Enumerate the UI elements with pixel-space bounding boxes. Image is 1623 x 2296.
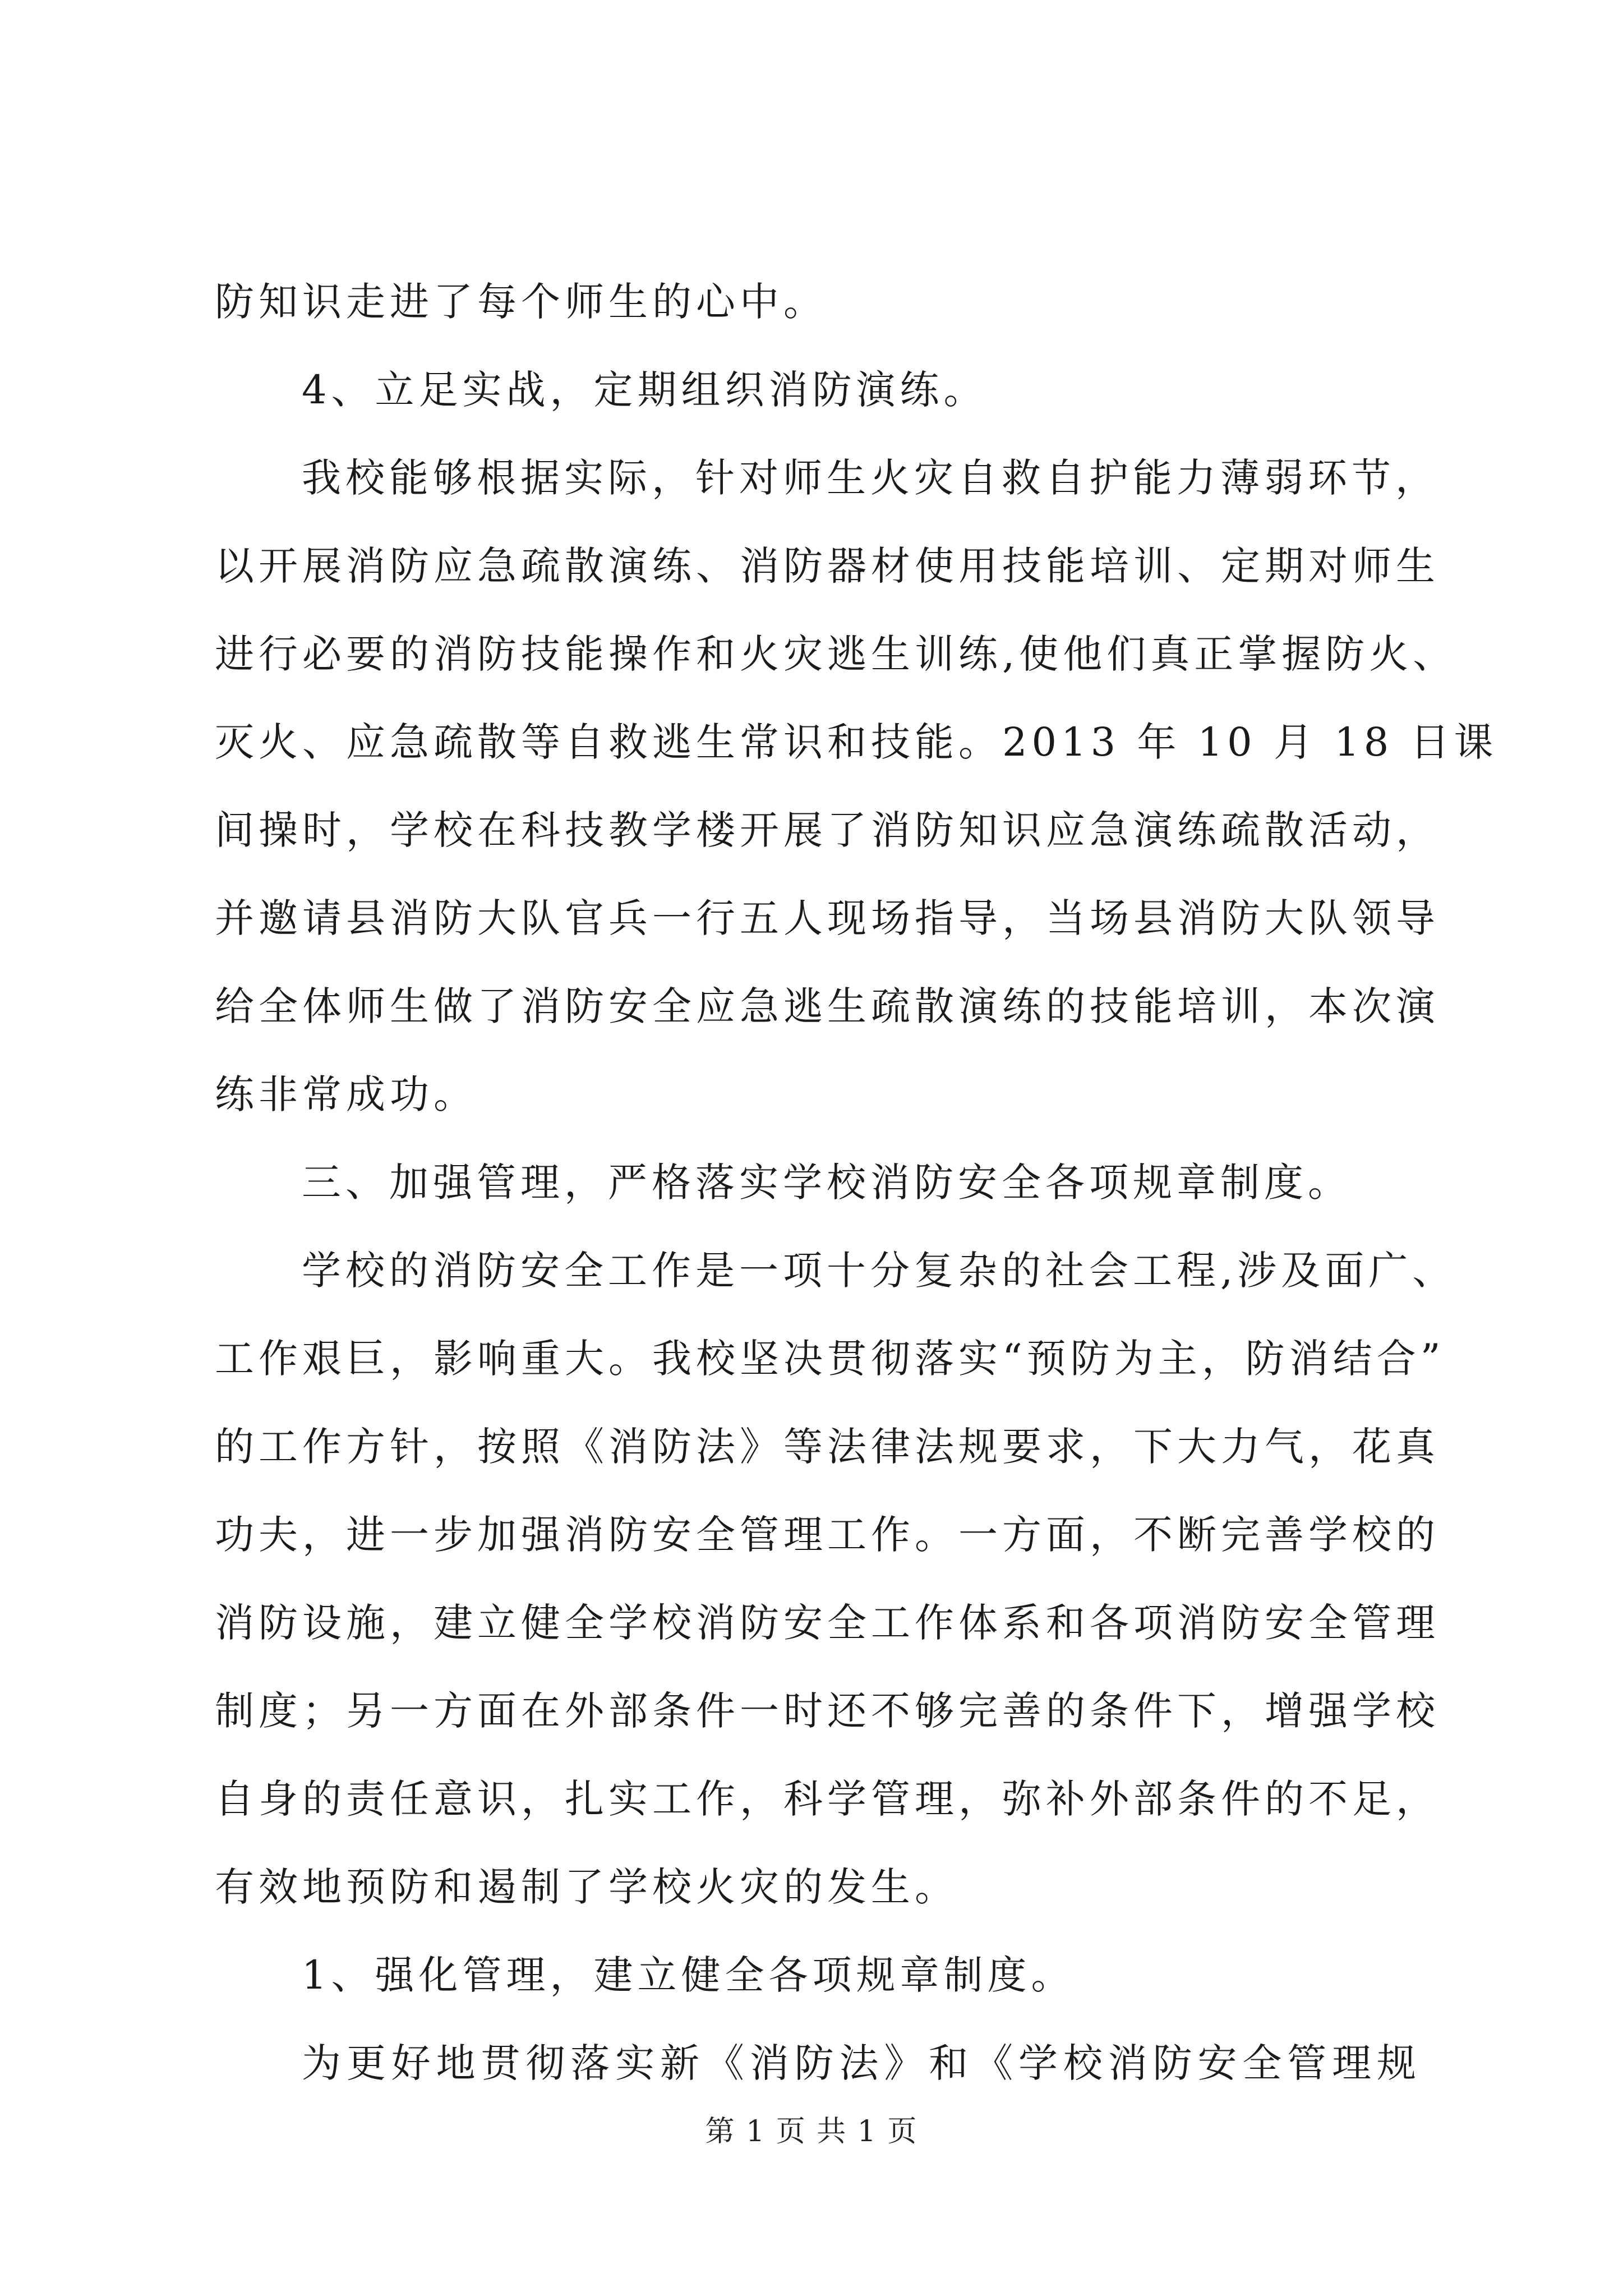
body-line: 给全体师生做了消防安全应急逃生疏散演练的技能培训，本次演 — [215, 983, 1440, 1029]
page-number-footer: 第 1 页 共 1 页 — [705, 2115, 918, 2148]
section-heading: 4、立足实战，定期组织消防演练。 — [302, 367, 988, 413]
body-line: 练非常成功。 — [215, 1071, 477, 1117]
body-line: 有效地预防和遏制了学校火灾的发生。 — [215, 1864, 958, 1910]
body-line: 工作艰巨，影响重大。我校坚决贯彻落实“预防为主，防消结合” — [215, 1336, 1445, 1382]
section-heading: 三、加强管理，严格落实学校消防安全各项规章制度。 — [302, 1159, 1352, 1205]
body-line: 间操时，学校在科技教学楼开展了消防知识应急演练疏散活动， — [215, 807, 1440, 853]
body-line: 自身的责任意识，扎实工作，科学管理，弥补外部条件的不足， — [215, 1776, 1440, 1822]
document-body — [215, 258, 1498, 2108]
body-line: 消防设施，建立健全学校消防安全工作体系和各项消防安全管理 — [215, 1600, 1440, 1646]
body-line: 并邀请县消防大队官兵一行五人现场指导，当场县消防大队领导 — [215, 895, 1440, 941]
body-line: 功夫，进一步加强消防安全管理工作。一方面，不断完善学校的 — [215, 1512, 1440, 1558]
section-heading: 1、强化管理，建立健全各项规章制度。 — [302, 1952, 1075, 1998]
body-line: 防知识走进了每个师生的心中。 — [215, 279, 827, 325]
body-line: 为更好地贯彻落实新《消防法》和《学校消防安全管理规 — [302, 2040, 1421, 2086]
body-line: 制度；另一方面在外部条件一时还不够完善的条件下，增强学校 — [215, 1688, 1440, 1734]
body-line: 以开展消防应急疏散演练、消防器材使用技能培训、定期对师生 — [215, 543, 1440, 589]
body-line: 我校能够根据实际，针对师生火灾自救自护能力薄弱环节， — [302, 455, 1439, 501]
body-line: 学校的消防安全工作是一项十分复杂的社会工程,涉及面广、 — [302, 1248, 1456, 1294]
body-line: 灭火、应急疏散等自救逃生常识和技能。2013 年 10 月 18 日课 — [215, 719, 1498, 765]
body-line: 的工作方针，按照《消防法》等法律法规要求，下大力气，花真 — [215, 1424, 1440, 1470]
body-line: 进行必要的消防技能操作和火灾逃生训练,使他们真正掌握防火、 — [215, 631, 1457, 677]
